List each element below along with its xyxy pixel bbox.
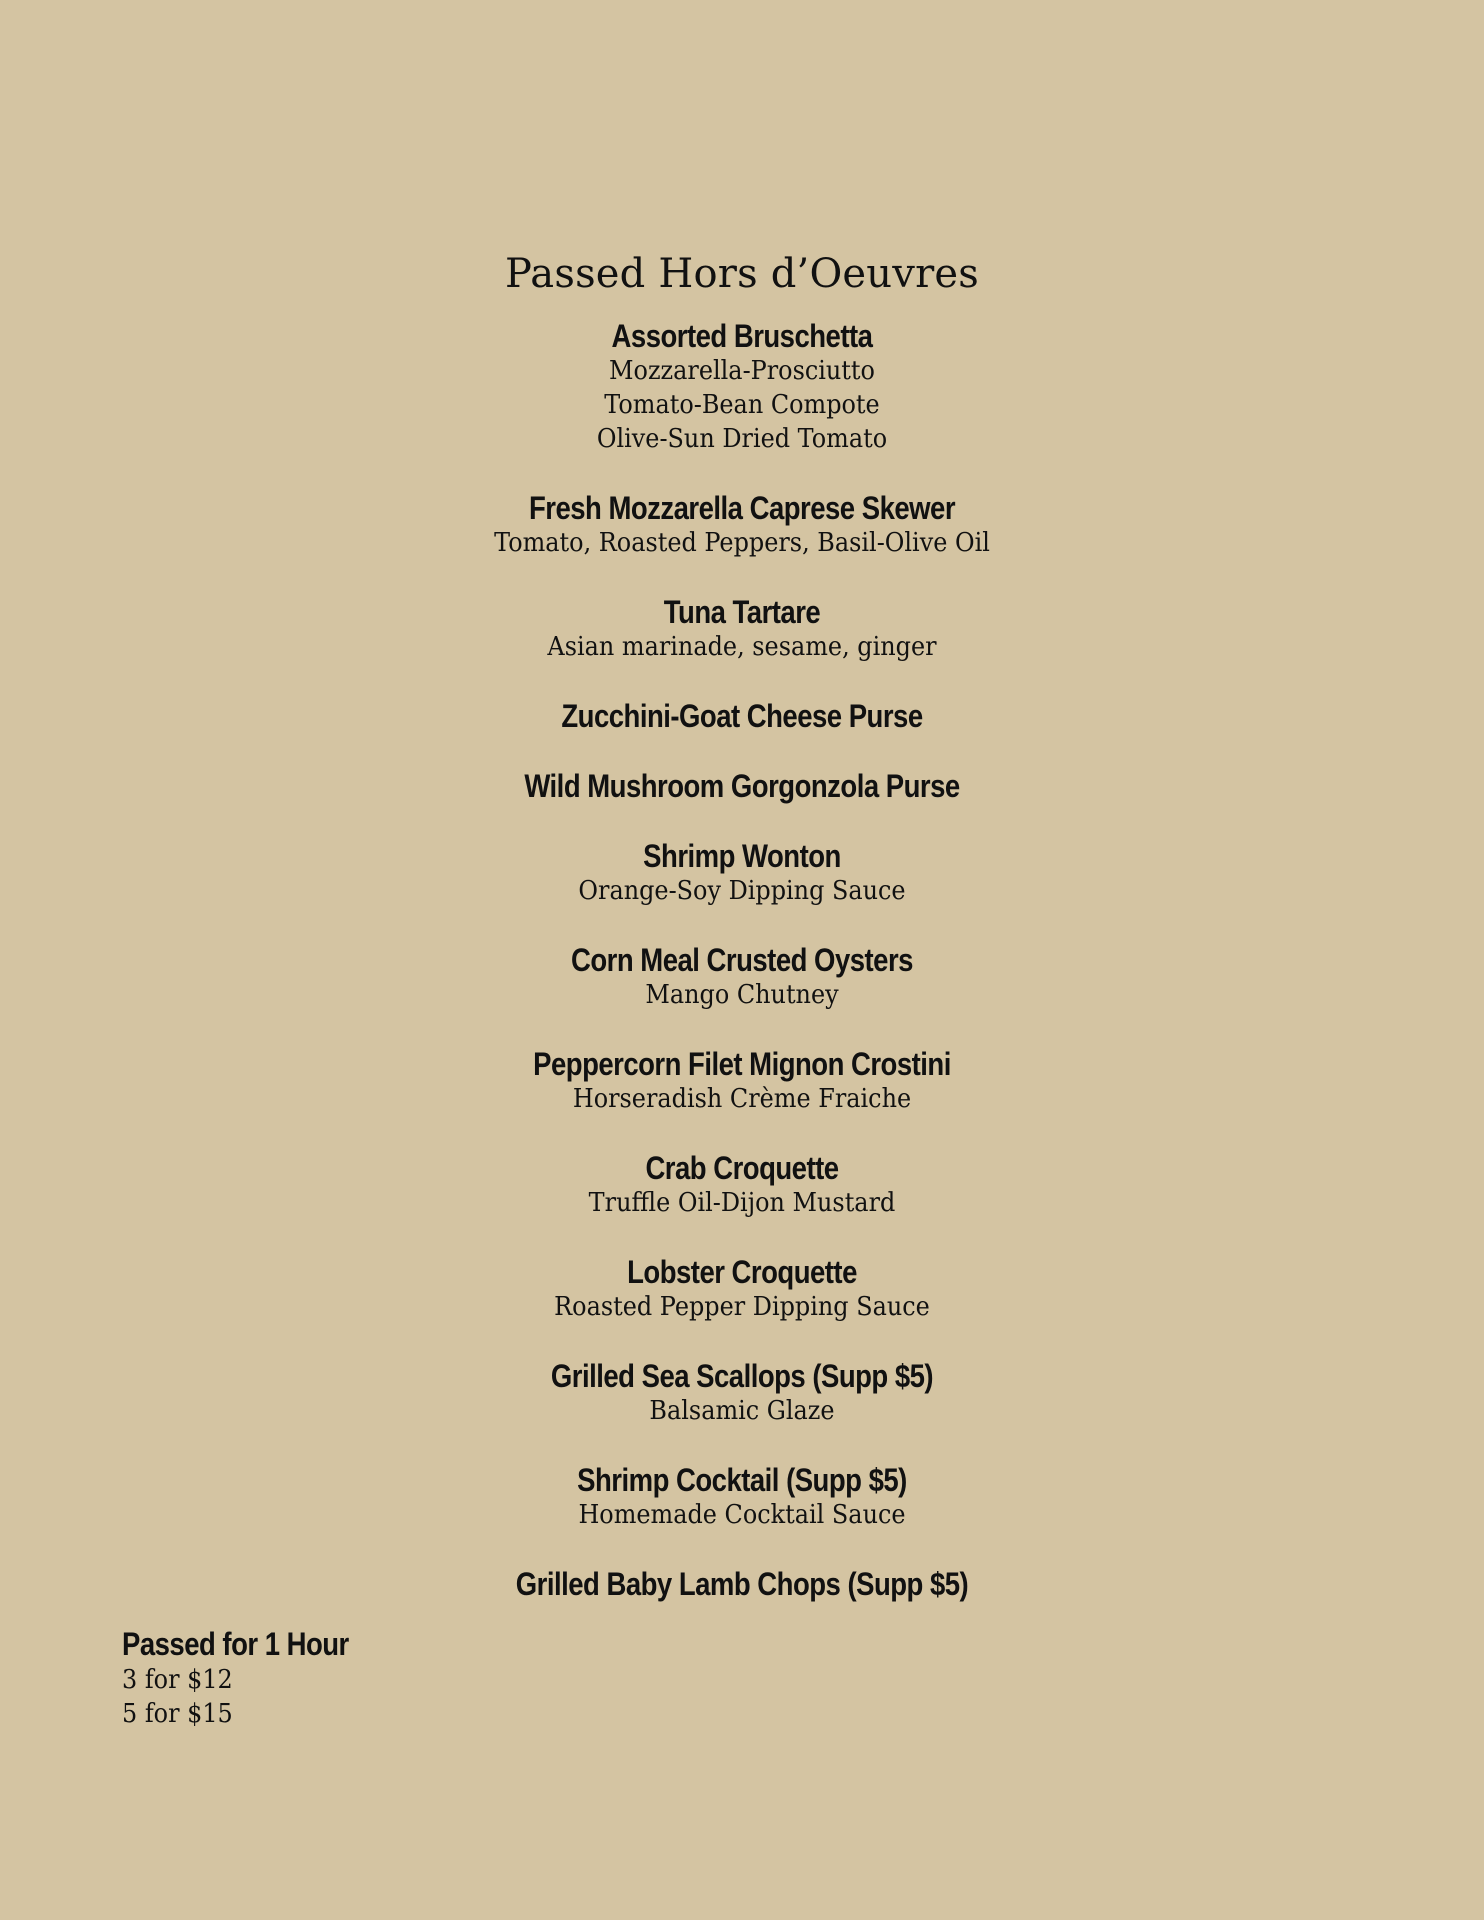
pricing-title: Passed for 1 Hour	[122, 1626, 349, 1662]
menu-item-description: Tomato-Bean Compote	[604, 390, 880, 420]
menu-item-name: Fresh Mozzarella Caprese Skewer	[528, 490, 956, 526]
menu-item-name: Grilled Baby Lamb Chops (Supp $5)	[515, 1566, 969, 1602]
menu-item-description: Orange-Soy Dipping Sauce	[578, 876, 906, 906]
menu-item-description: Asian marinade, sesame, ginger	[547, 632, 937, 662]
menu-item	[0, 318, 1484, 456]
menu-item	[0, 698, 1484, 734]
menu-item-description: Balsamic Glaze	[649, 1396, 835, 1426]
menu-item	[0, 942, 1484, 1012]
pricing-line: 5 for $15	[122, 1699, 233, 1729]
menu-item	[0, 1566, 1484, 1602]
menu-item-name: Wild Mushroom Gorgonzola Purse	[524, 768, 960, 804]
menu-item-name: Grilled Sea Scallops (Supp $5)	[550, 1358, 934, 1394]
menu-item-name: Shrimp Wonton	[643, 838, 841, 874]
menu-item	[0, 594, 1484, 664]
menu-item-description: Homemade Cocktail Sauce	[578, 1500, 906, 1530]
menu-item-name: Peppercorn Filet Mignon Crostini	[533, 1046, 951, 1082]
menu-item-name: Assorted Bruschetta	[611, 318, 873, 354]
menu-item-list	[0, 318, 1484, 1602]
menu-item	[0, 1150, 1484, 1220]
menu-item-description: Horseradish Crème Fraiche	[572, 1084, 912, 1114]
menu-item	[0, 490, 1484, 560]
menu-item-description: Olive-Sun Dried Tomato	[596, 424, 888, 454]
menu-title: Passed Hors d’Oeuvres	[504, 251, 979, 297]
menu-item	[0, 838, 1484, 908]
menu-item-name: Crab Croquette	[645, 1150, 839, 1186]
menu-item-name: Corn Meal Crusted Oysters	[571, 942, 913, 978]
menu-item-description: Roasted Pepper Dipping Sauce	[554, 1292, 930, 1322]
menu-item-name: Zucchini-Goat Cheese Purse	[561, 698, 923, 734]
menu-item-description: Mango Chutney	[645, 980, 839, 1010]
menu-item-name: Lobster Croquette	[627, 1254, 857, 1290]
menu-item-name: Tuna Tartare	[663, 594, 821, 630]
menu-section	[0, 246, 1484, 1636]
menu-item-description: Tomato, Roasted Peppers, Basil-Olive Oil	[494, 528, 990, 558]
menu-item-description: Truffle Oil-Dijon Mustard	[588, 1188, 896, 1218]
menu-item	[0, 1046, 1484, 1116]
menu-item	[0, 1358, 1484, 1428]
menu-item	[0, 1254, 1484, 1324]
menu-item-name: Shrimp Cocktail (Supp $5)	[577, 1462, 907, 1498]
menu-item	[0, 768, 1484, 804]
pricing-line: 3 for $12	[122, 1665, 233, 1695]
menu-item	[0, 1462, 1484, 1532]
pricing-note	[122, 1625, 386, 1731]
menu-item-description: Mozzarella-Prosciutto	[609, 356, 875, 386]
